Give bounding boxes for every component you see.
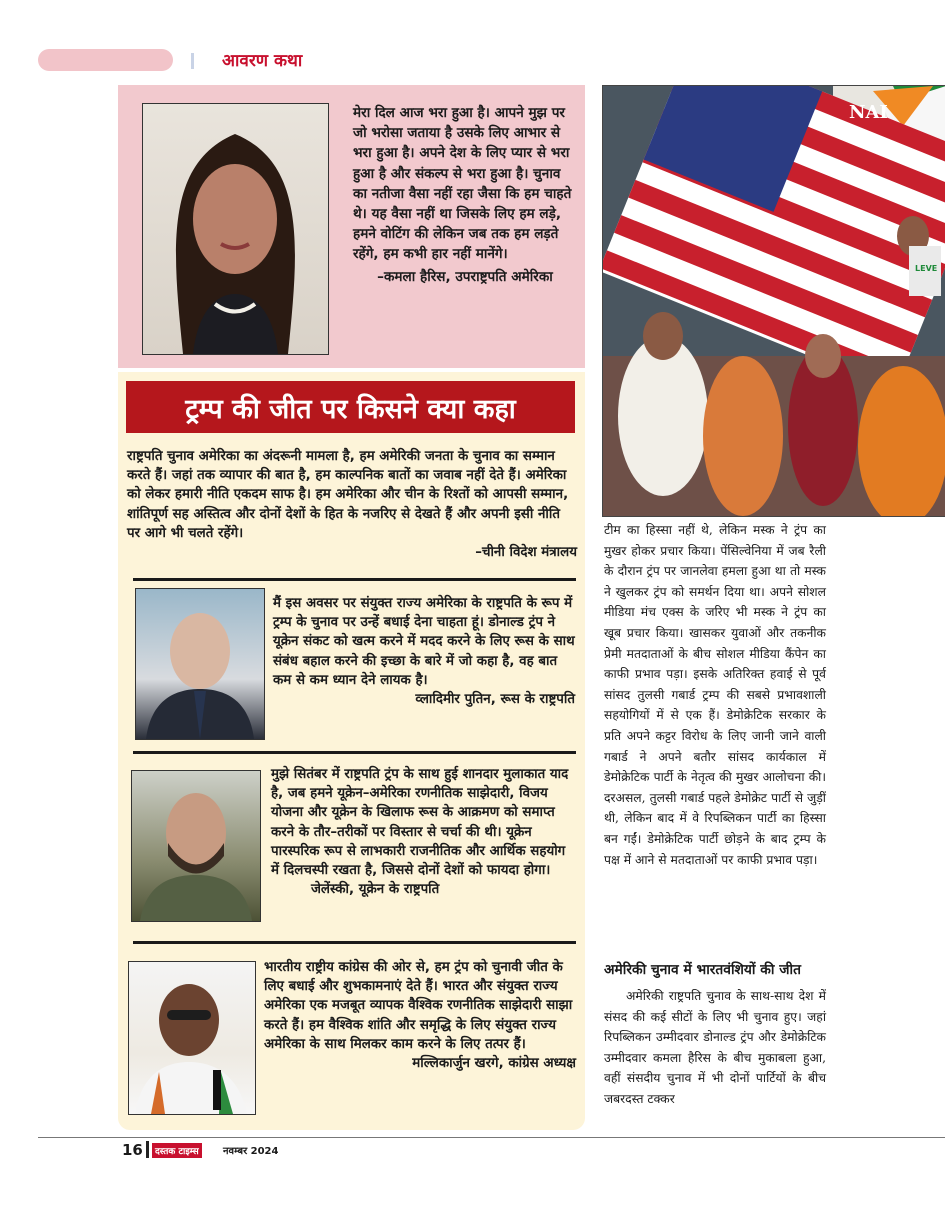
section-title: आवरण कथा	[222, 51, 303, 71]
kharge-quote	[264, 958, 576, 1073]
kamala-quote	[353, 103, 577, 287]
photo-board-text: LEVE	[915, 264, 938, 273]
zelensky-attribution: जेलेंस्की, यूक्रेन के राष्ट्रपति	[311, 882, 440, 898]
section-pill	[38, 49, 173, 71]
issue-date: नवम्बर 2024	[223, 1146, 279, 1157]
kharge-attribution: मल्लिकार्जुन खरगे, कांग्रेस अध्यक्ष	[412, 1056, 576, 1072]
china-quote	[127, 447, 577, 562]
china-quote-text: राष्ट्रपति चुनाव अमेरिका का अंदरूनी मामला है, हम अमेरिकी जनता के चुनाव का सम्मान करते हैं। जहां तक व्यापार की बात है, हम काल्पनिक बातों का जवाब नहीं देते हैं। अमेरिका को लेकर हमारी नीति एकदम साफ है। हम अमेरिका और चीन के रिश्तों को आपसी सम्मान, शांतिपूर्ण सह अस्तित्व और दोनों देशों के हित के नजरिए से देखते हैं और अपनी इसी नीति पर आगे भी चलते रहेंगे।	[127, 449, 569, 541]
divider-rule	[133, 751, 576, 754]
putin-quote-text: मैं इस अवसर पर संयुक्त राज्य अमेरिका के राष्ट्रपति के रूप में ट्रम्प के चुनाव पर उन्हें बधाई देना चाहता हूं। डोनाल्ड ट्रंप ने यूक्रेन संकट को खत्म करने में मदद करने के लिए रूस के साथ संबंध बहाल करने की इच्छा के बारे में जो कहा है, वह बात कम से कम ध्यान देने लायक है।	[273, 596, 575, 688]
kamala-harris-photo	[142, 103, 329, 355]
magazine-logo: दस्तक टाइम्स	[152, 1143, 202, 1158]
divider-rule	[133, 578, 576, 581]
page-number: 16	[122, 1141, 143, 1159]
zelensky-quote	[271, 765, 576, 899]
kamala-attribution: –कमला हैरिस, उपराष्ट्रपति अमेरिका	[377, 268, 553, 285]
reactions-banner: ट्रम्प की जीत पर किसने क्या कहा	[126, 381, 575, 433]
zelensky-photo	[131, 770, 261, 922]
zelensky-quote-text: मुझे सितंबर में राष्ट्रपति ट्रंप के साथ हुई शानदार मुलाकात याद है, जब हमने यूक्रेन–अमेरिका रणनीतिक साझेदारी, विजय योजना और यूक्रेन के खिलाफ रूस के आक्रमण को समाप्त करने के तौर–तरीकों पर विस्तार से चर्चा की थी। यूक्रेन पारस्परिक रूप से लाभकारी राजनीतिक और आर्थिक सहयोग में दिलचस्पी रखता है, जिससे दोनों देशों को फायदा होगा।	[271, 767, 569, 879]
article-subheading: अमेरिकी चुनाव में भारतवंशियों की जीत	[604, 962, 801, 978]
divider-rule	[133, 941, 576, 944]
article-paragraph-1: टीम का हिस्सा नहीं थे, लेकिन मस्क ने ट्रंप का मुखर होकर प्रचार किया। पेंसिल्वेनिया में जब रैली के दौरान ट्रंप पर जानलेवा हमला हुआ था तो मस्क ने खुलकर ट्रंप को समर्थन दिया था। अपने सोशल मीडिया मंच एक्स के जरिए भी मस्क ने ट्रंप का खूब प्रचार किया। खासकर युवाओं और तकनीक प्रेमी मतदाताओं के बीच सोशल मीडिया कैंपेन का काफी प्रभाव पड़ा। इसके अतिरिक्त हवाई से पूर्व सांसद तुलसी गबार्ड ट्रम्प की सबसे प्रभावशाली सहयोगियों में से एक हैं। डेमोक्रेटिक सरकार के प्रति अपने कट्टर विरोध के लिए जानी जाने वाली गबार्ड ने अपने बतौर सांसद कार्यकाल में डेमोक्रेटिक पार्टी के नेतृत्व की मुखर आलोचना की। दरअसल, तुलसी गबार्ड पहले डेमोक्रेट पार्टी से जुड़ीं थी, लेकिन बाद में वे रिपब्लिकन पार्टी का हिस्सा बन गईं। डेमोक्रेटिक पार्टी छोड़ने के बाद ट्रम्प के पक्ष में आने से मतदाताओं पर काफी प्रभाव पड़ा।	[604, 523, 826, 867]
section-divider	[191, 53, 194, 69]
footer-divider	[146, 1141, 149, 1158]
kamala-quote-text: मेरा दिल आज भरा हुआ है। आपने मुझ पर जो भरोसा जताया है उसके लिए आभार से भरा हुआ है। अपने देश के लिए प्यार से भरा हुआ है और संकल्प से भरा हुआ है। चुनाव का नतीजा वैसा नहीं रहा जैसा कि हम चाहते थे। यह वैसा नहीं था जिसके लिए हम लड़े, हमने वोटिंग की लेकिन जब तक हम लड़ते रहेंगे, हम कभी हार नहीं मानेंगे।	[353, 105, 572, 263]
footer-rule	[38, 1137, 945, 1138]
kharge-quote-text: भारतीय राष्ट्रीय कांग्रेस की ओर से, हम ट्रंप को चुनावी जीत के लिए बधाई और शुभकामनाएं देते हैं। भारत और संयुक्त राज्य अमेरिका एक मजबूत व्यापक वैश्विक रणनीतिक साझेदारी साझा करते हैं। हम वैश्विक शांति और समृद्धि के लिए संयुक्त राज्य अमेरिका के साथ मिलकर काम करने के लिए तत्पर हैं।	[264, 960, 573, 1052]
article-paragraph-2: अमेरिकी राष्ट्रपति चुनाव के साथ-साथ देश में संसद की कई सीटों के लिए भी चुनाव हुए। जहां रिपब्लिकन उम्मीदवार डोनाल्ड ट्रंप और डेमोक्रेटिक उम्मीदवार कमला हैरिस के बीच मुकाबला हुआ, वहीं संसदीय चुनाव में भी दोनों पार्टियों के बीच जबरदस्त टक्कर	[604, 989, 826, 1106]
flag-rally-photo	[602, 85, 945, 517]
photo-sign-text: NAI	[849, 102, 888, 123]
kharge-photo	[128, 961, 256, 1115]
putin-photo	[135, 588, 265, 740]
putin-attribution: व्लादिमीर पुतिन, रूस के राष्ट्रपति	[415, 692, 575, 708]
china-attribution: –चीनी विदेश मंत्रालय	[475, 545, 577, 561]
putin-quote	[273, 594, 575, 709]
